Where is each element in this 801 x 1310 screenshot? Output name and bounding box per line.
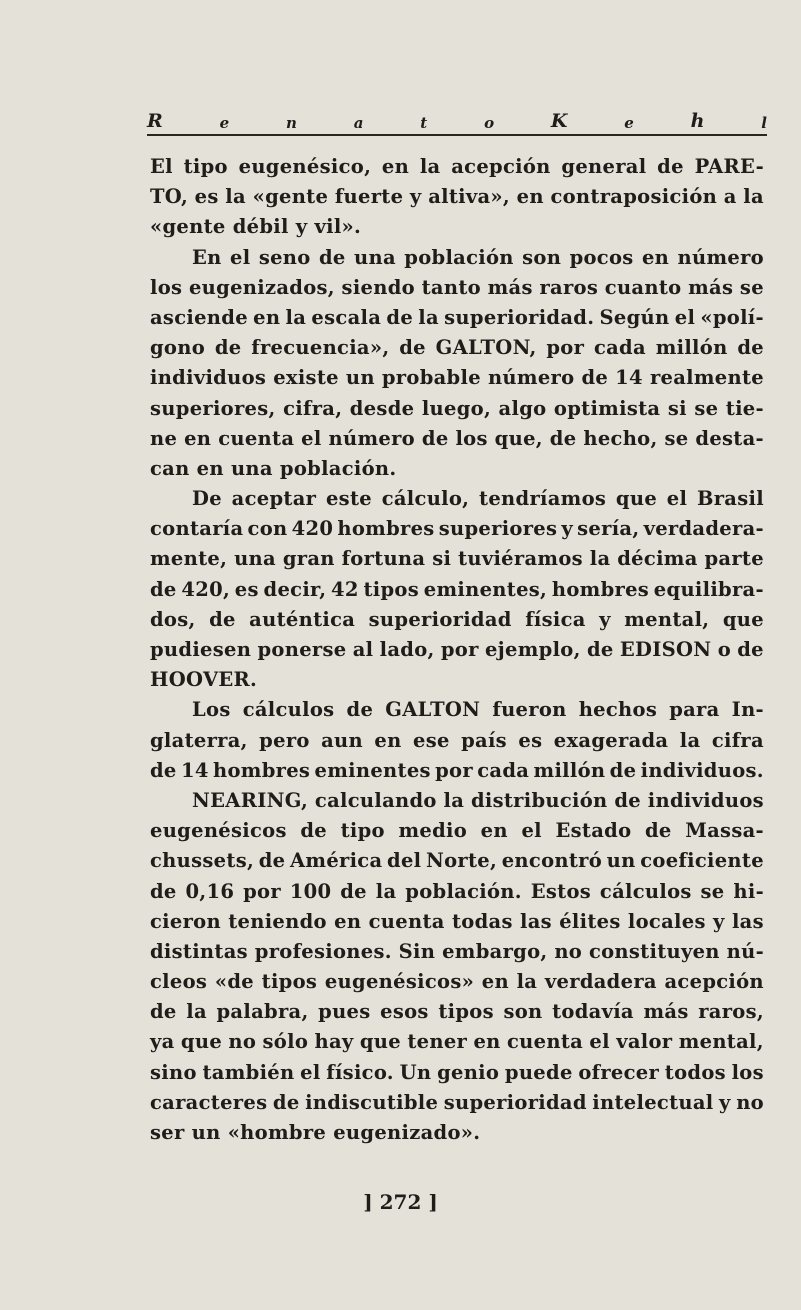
running-head-letter: t — [420, 114, 428, 132]
text-line: los eugenizados, siendo tanto más raros cuanto más se — [150, 275, 764, 299]
running-head — [147, 106, 767, 132]
running-head-letter: h — [690, 110, 705, 132]
text-line: Los cálculos de GALTON fueron hechos para In- — [192, 698, 764, 722]
text-line: de la palabra, pues esos tipos son todavía más raros, — [150, 1000, 764, 1024]
running-head-letter: a — [353, 114, 364, 132]
running-head-letter: l — [761, 114, 767, 132]
text-line: De aceptar este cálculo, tendríamos que el Brasil — [192, 487, 764, 511]
text-line: TO, es la «gente fuerte y altiva», en contraposición a la — [150, 185, 764, 209]
text-line: distintas profesiones. Sin embargo, no constituyen nú- — [150, 939, 764, 963]
text-line: contaría con 420 hombres superiores y sería, verdadera- — [150, 517, 764, 541]
text-line: de 420, es decir, 42 tipos eminentes, hombres equilibra- — [150, 577, 764, 601]
text-line: El tipo eugenésico, en la acepción general de PARE- — [150, 155, 764, 178]
page-number: ] 272 ] — [363, 1190, 438, 1214]
text-line: NEARING, calculando la distribución de individuos — [192, 788, 764, 812]
running-head-letter: o — [484, 114, 495, 132]
running-head-letter: n — [286, 114, 297, 132]
text-line: pudiesen ponerse al lado, por ejemplo, de EDISON o de — [150, 638, 764, 661]
text-line: superiores, cifra, desde luego, algo optimista si se tie- — [150, 396, 764, 420]
running-head-letter: e — [624, 114, 634, 132]
text-line: can en una población. — [150, 456, 397, 480]
text-line: sino también el físico. Un genio puede ofrecer todos los — [150, 1060, 764, 1084]
running-head-letter: e — [219, 114, 230, 132]
text-line: gono de frecuencia», de GALTON, por cada millón de — [150, 336, 764, 360]
text-line: ya que no sólo hay que tener en cuenta el valor mental, — [150, 1030, 764, 1054]
text-line: ne en cuenta el número de los que, de hecho, se desta- — [150, 426, 764, 450]
body-text — [150, 152, 764, 1148]
text-line: En el seno de una población son pocos en número — [192, 245, 764, 269]
header-rule — [147, 134, 767, 136]
text-line: cieron teniendo en cuenta todas las élites locales y las — [150, 909, 764, 933]
text-line: eugenésicos de tipo medio en el Estado de Massa- — [150, 819, 764, 843]
text-line: de 0,16 por 100 de la población. Estos cálculos se hi- — [150, 879, 764, 903]
running-head-letter: R — [147, 110, 163, 132]
text-line: ser un «hombre eugenizado». — [150, 1121, 481, 1144]
text-line: dos, de auténtica superioridad física y mental, que — [150, 607, 764, 631]
text-line: mente, una gran fortuna si tuviéramos la décima parte — [150, 547, 764, 571]
text-line: caracteres de indiscutible superioridad intelectual y no — [150, 1090, 764, 1114]
text-line: glaterra, pero aun en ese país es exagerada la cifra — [150, 728, 764, 752]
running-head-letter: K — [550, 110, 568, 132]
text-line: de 14 hombres eminentes por cada millón de individuos. — [150, 758, 764, 782]
text-line: chussets, de América del Norte, encontró un coeficiente — [150, 849, 764, 873]
text-line: asciende en la escala de la superioridad. Según el «polí- — [150, 305, 764, 329]
text-line: cleos «de tipos eugenésicos» en la verdadera acepción — [150, 970, 764, 994]
text-line: «gente débil y vil». — [150, 215, 362, 239]
text-line: individuos existe un probable número de 14 realmente — [150, 366, 764, 390]
text-line: HOOVER. — [150, 668, 258, 692]
